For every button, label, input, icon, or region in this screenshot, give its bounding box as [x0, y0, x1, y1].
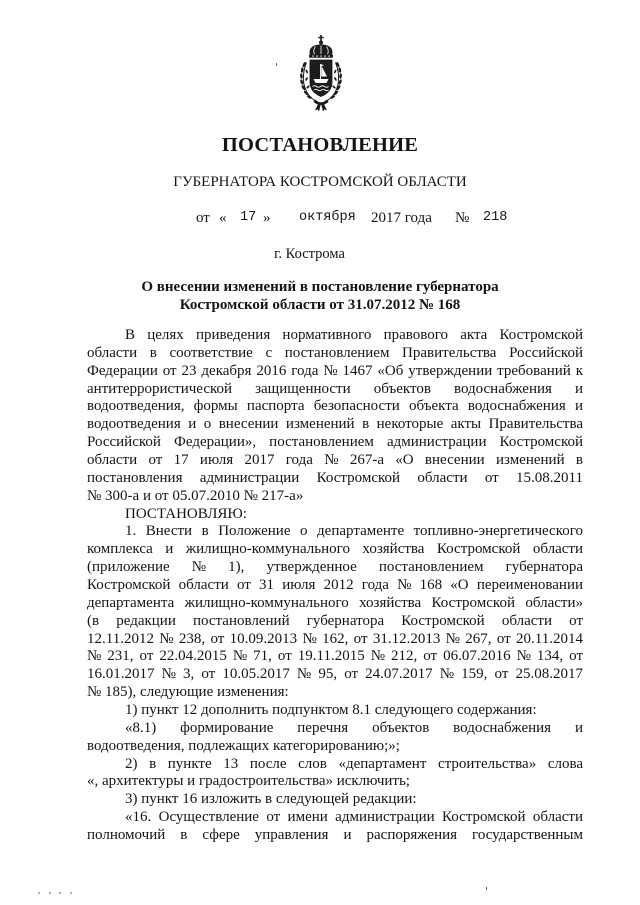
document-number: 218: [483, 210, 508, 225]
body-line-text: полномочий в сфере управления и распоряжения государственным: [87, 827, 583, 844]
body-line: [87, 416, 583, 434]
scan-speck: [486, 887, 487, 890]
body-line: [87, 523, 583, 541]
date-prefix: от: [196, 210, 210, 226]
body-line-text: 12.11.2012 № 238, от 10.09.2013 № 162, от 31.12.2013 № 267, от 20.11.2014: [87, 630, 583, 647]
body-line-text: постановления администрации Костромской области от 15.08.2011: [87, 469, 583, 486]
body-paragraph: [87, 506, 583, 524]
body-line: [87, 827, 583, 845]
body-paragraph: [87, 523, 583, 702]
body-line-text: Костромской области от 31 июля 2012 года № 168 «О переименовании: [87, 577, 583, 594]
document-subject: [0, 278, 640, 314]
subject-line: О внесении изменений в постановление губернатора: [141, 279, 499, 295]
body-line-text: «16. Осуществление от имени администрации Костромской области: [125, 809, 583, 826]
body-line-text: «8.1) формирование перечня объектов водоснабжения и: [125, 719, 583, 736]
body-line-text: № 185), следующие изменения:: [87, 684, 289, 701]
scan-speck: [59, 892, 61, 894]
body-line-text: антитеррористической защищенности объектов водоснабжения и: [87, 380, 583, 397]
body-line-text: водоотведения, подлежащих категорированию;»;: [87, 737, 400, 754]
body-line-text: водоотведения, формы паспорта безопасности объекта водоснабжения и: [87, 398, 583, 415]
body-line: [87, 738, 583, 756]
body-paragraph: [87, 327, 583, 506]
body-line-text: (в редакции постановлений губернатора Костромской области от: [87, 612, 583, 629]
body-line-text: департамента жилищно-коммунального хозяйства Костромской области»: [87, 594, 583, 611]
body-line: [87, 345, 583, 363]
body-line: [87, 488, 583, 506]
scan-speck: [276, 63, 277, 66]
body-line: [87, 541, 583, 559]
body-line: [87, 666, 583, 684]
body-paragraph: [87, 756, 583, 792]
body-line-text: № 300-а и от 05.07.2010 № 217-а»: [87, 487, 304, 504]
body-line: [87, 809, 583, 827]
date-day: 17: [240, 210, 257, 225]
body-paragraph: [87, 809, 583, 845]
body-line: [87, 452, 583, 470]
date-number-line: [0, 208, 640, 228]
body-line: [87, 631, 583, 649]
body-line-text: В целях приведения нормативного правового акта Костромской: [125, 327, 583, 343]
document-place: г. Кострома: [274, 246, 345, 262]
body-line-text: 1. Внести в Положение о департаменте топливно-энергетического: [125, 523, 583, 540]
body-line: [87, 363, 583, 381]
document-body: [87, 327, 583, 845]
subject-line: Костромской области от 31.07.2012 № 168: [179, 297, 461, 313]
body-line-text: (приложение № 1), утвержденное постановлением губернатора: [87, 559, 583, 576]
body-line: [87, 791, 583, 809]
body-paragraph: [87, 791, 583, 809]
body-line: [87, 773, 583, 791]
body-line-text: 3) пункт 16 изложить в следующей редакции:: [125, 791, 417, 808]
body-line: [87, 327, 583, 345]
body-line-text: 1) пункт 12 дополнить подпунктом 8.1 следующего содержания:: [125, 702, 537, 719]
body-line-text: области от 17 июля 2017 года № 267-а «О внесении изменений в: [87, 452, 583, 469]
body-line: [87, 470, 583, 488]
body-line: [87, 613, 583, 631]
body-line: [87, 381, 583, 399]
body-paragraph: [87, 720, 583, 756]
body-line-text: водоотведения и о внесении изменений в некоторые акты Правительства: [87, 416, 583, 433]
coat-of-arms-icon: [296, 35, 346, 112]
body-line: [87, 702, 583, 720]
body-line-text: ПОСТАНОВЛЯЮ:: [125, 505, 247, 522]
body-line: [87, 720, 583, 738]
body-line-text: области в соответствие с постановлением Правительства Российской: [87, 344, 583, 361]
body-line: [87, 595, 583, 613]
number-sign: №: [455, 210, 470, 226]
body-line-text: Федерации от 23 декабря 2016 года № 1467 «Об утверждении требований к: [87, 362, 583, 379]
date-month: октября: [299, 210, 356, 225]
body-line: [87, 648, 583, 666]
body-line-text: № 231, от 22.04.2015 № 71, от 19.11.2015 № 212, от 06.07.2016 № 134, от: [87, 648, 583, 665]
scan-speck: [70, 892, 72, 894]
body-line: [87, 577, 583, 595]
body-line: [87, 756, 583, 774]
date-quote-open: «: [219, 210, 227, 226]
scan-speck: [49, 892, 51, 894]
date-year: 2017 года: [371, 210, 432, 226]
body-line: [87, 506, 583, 524]
body-line: [87, 684, 583, 702]
body-line: [87, 559, 583, 577]
body-line: [87, 434, 583, 452]
body-line-text: комплекса и жилищно-коммунального хозяйства Костромской области: [87, 541, 583, 558]
body-line-text: 2) в пункте 13 после слов «департамент строительства» слова: [125, 755, 583, 772]
body-line-text: 16.01.2017 № 3, от 10.05.2017 № 95, от 24.07.2017 № 159, от 25.08.2017: [87, 666, 583, 683]
date-quote-close: »: [263, 210, 271, 226]
document-issuer: ГУБЕРНАТОРА КОСТРОМСКОЙ ОБЛАСТИ: [173, 174, 467, 190]
body-line-text: «, архитектуры и градостроительства» исключить;: [87, 773, 410, 790]
body-paragraph: [87, 702, 583, 720]
scan-speck: [38, 892, 40, 894]
body-line-text: Российской Федерации», постановлением администрации Костромской: [87, 434, 583, 451]
document-title: ПОСТАНОВЛЕНИЕ: [221, 134, 419, 156]
body-line: [87, 398, 583, 416]
